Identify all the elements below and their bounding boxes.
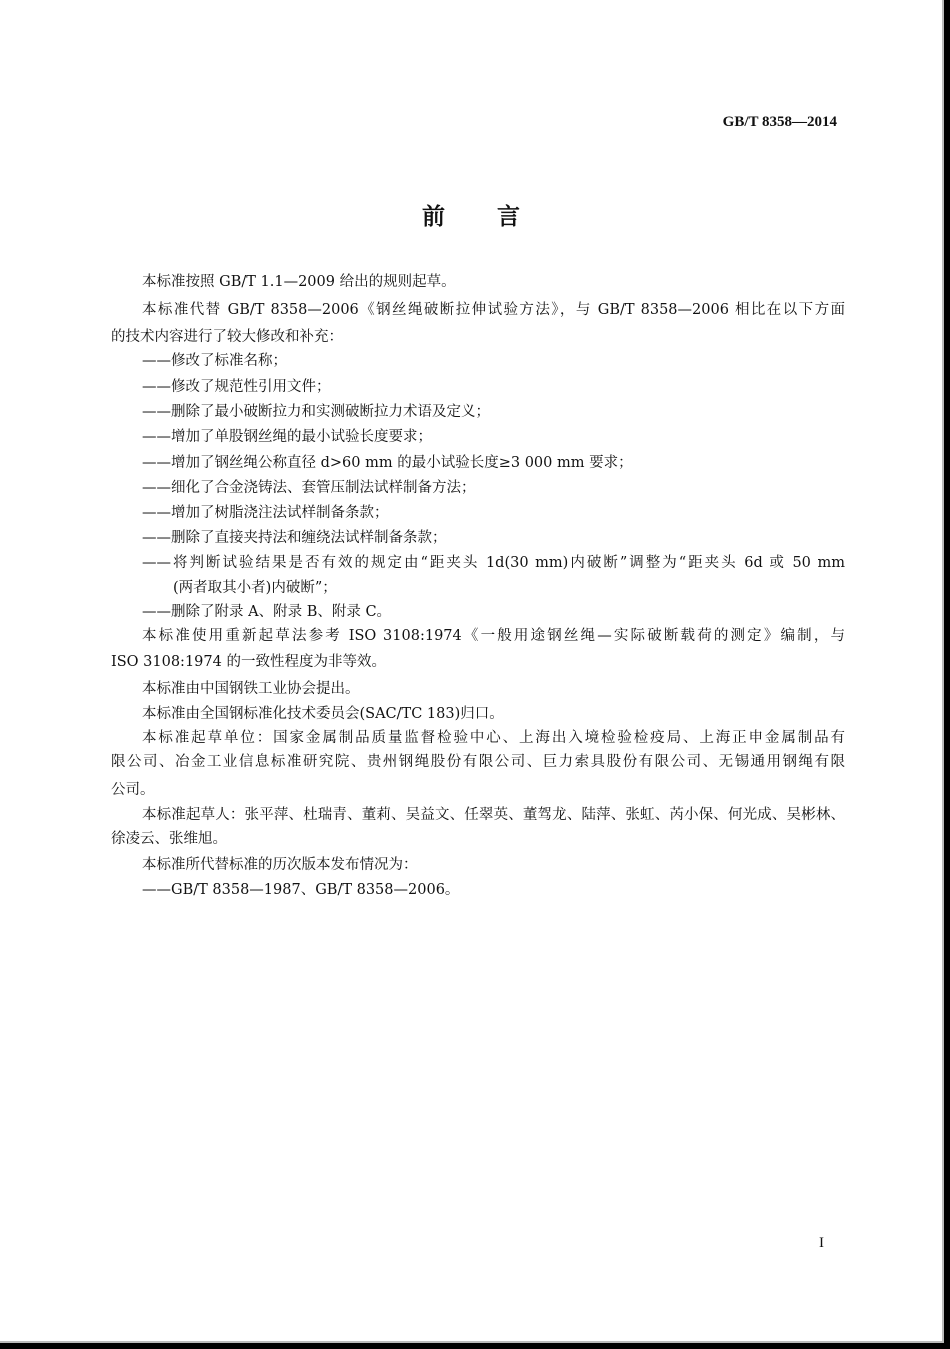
paragraph-line: 的技术内容进行了较大修改和补充： xyxy=(111,329,343,345)
list-item: ——删除了最小破断拉力和实测破断拉力术语及定义； xyxy=(142,404,490,420)
list-item: ——修改了标准名称； xyxy=(142,353,287,369)
paragraph-line: 本标准代替 GB/T 8358—2006《钢丝绳破断拉伸试验方法》，与 GB/T 8358—2006 相比在以下方面 xyxy=(142,302,845,318)
list-item: ——细化了合金浇铸法、套管压制法试样制备方法； xyxy=(142,480,476,496)
paragraph-line: 徐凌云、张维旭。 xyxy=(111,831,227,847)
list-item: ——GB/T 8358—1987、GB/T 8358—2006。 xyxy=(142,882,460,898)
paragraph-line: 本标准所代替标准的历次版本发布情况为： xyxy=(142,857,418,873)
list-item: ——删除了直接夹持法和缠绕法试样制备条款； xyxy=(142,530,447,546)
paragraph-line: 限公司、冶金工业信息标准研究院、贵州钢绳股份有限公司、巨力索具股份有限公司、无锡通用钢绳有限 xyxy=(111,754,845,770)
paragraph-line: 公司。 xyxy=(111,782,155,798)
list-item: ——增加了钢丝绳公称直径 d>60 mm 的最小试验长度≥3 000 mm 要求； xyxy=(142,455,633,471)
list-item: ——修改了规范性引用文件； xyxy=(142,379,331,395)
page-title: 前言 xyxy=(422,203,572,230)
paragraph-line: 本标准按照 GB/T 1.1—2009 给出的规则起草。 xyxy=(142,274,456,290)
list-item: ——将判断试验结果是否有效的规定由“距夹头 1d(30 mm)内破断”调整为“距夹头 6d 或 50 mm xyxy=(142,555,845,571)
list-item: ——删除了附录 A、附录 B、附录 C。 xyxy=(142,604,392,620)
paragraph-line: ISO 3108:1974 的一致性程度为非等效。 xyxy=(111,654,386,670)
list-item: ——增加了树脂浇注法试样制备条款； xyxy=(142,505,389,521)
list-item: ——增加了单股钢丝绳的最小试验长度要求； xyxy=(142,429,432,445)
page-number: I xyxy=(819,1235,824,1251)
paragraph-line: 本标准由中国钢铁工业协会提出。 xyxy=(142,681,360,697)
paragraph-line: 本标准使用重新起草法参考 ISO 3108:1974《一般用途钢丝绳—实际破断载荷的测定》编制，与 xyxy=(142,628,845,644)
standard-number: GB/T 8358—2014 xyxy=(722,114,837,130)
paragraph-line: 本标准起草单位：国家金属制品质量监督检验中心、上海出入境检验检疫局、上海正申金属制品有 xyxy=(142,730,845,746)
paragraph-line: 本标准由全国钢标准化技术委员会(SAC/TC 183)归口。 xyxy=(142,706,504,722)
paragraph-line: 本标准起草人：张平萍、杜瑞青、董莉、吴益文、任翠英、董驾龙、陆萍、张虹、芮小保、何光成、吴彬林、 xyxy=(142,807,845,823)
list-item-continuation: (两者取其小者)内破断”； xyxy=(173,580,337,596)
